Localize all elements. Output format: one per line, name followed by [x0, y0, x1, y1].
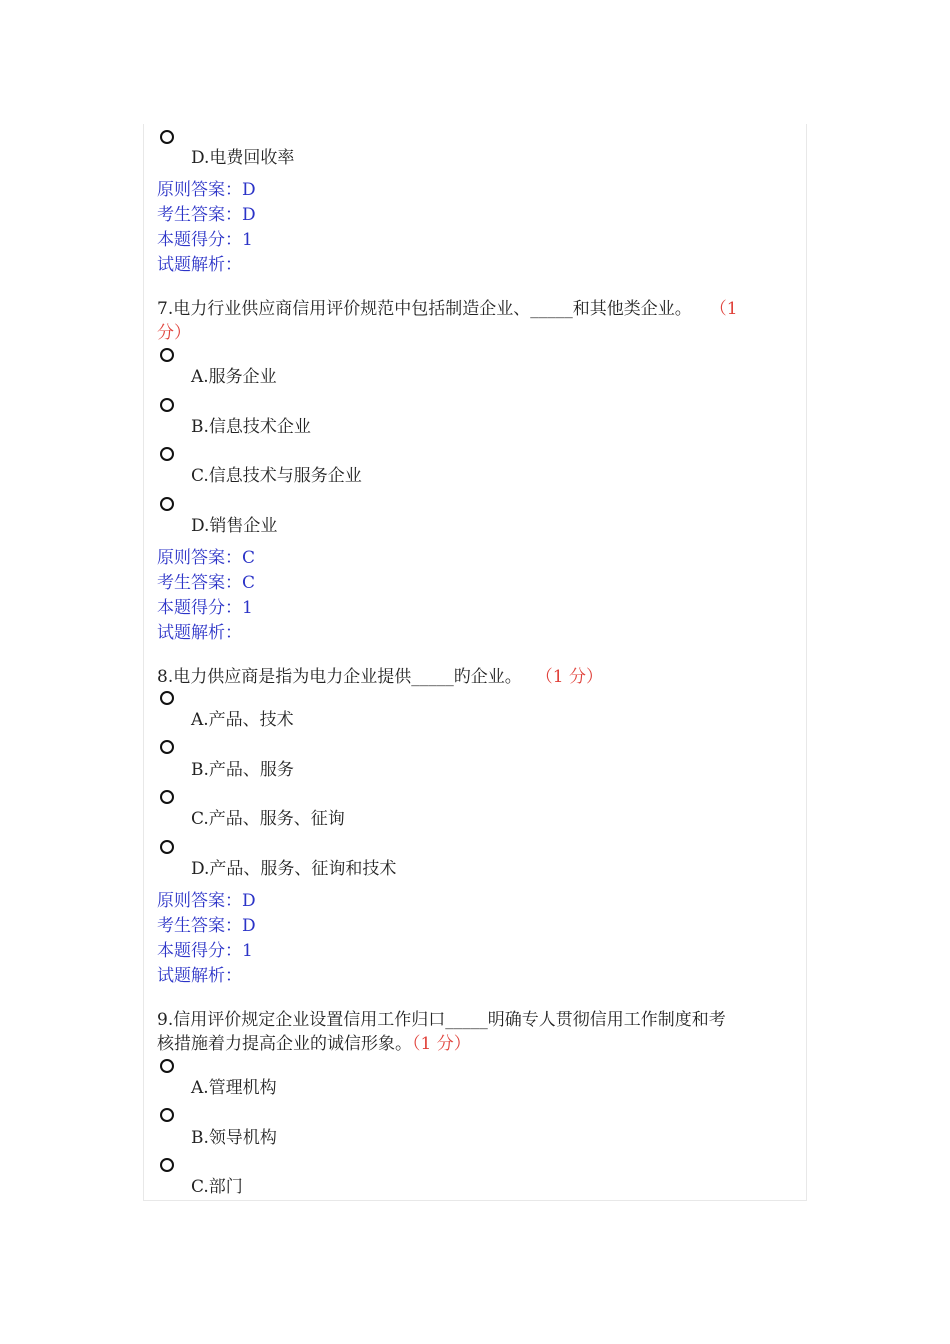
q7-option-a-label: A.服务企业	[191, 367, 277, 387]
q9-question-line1: 9.信用评价规定企业设置信用工作归口_____明确专人贯彻信用工作制度和考	[157, 1010, 726, 1030]
q7-points-part2: 分）	[157, 323, 191, 343]
q6-option-d-radio[interactable]	[160, 130, 174, 144]
q7-option-b-radio[interactable]	[160, 398, 174, 412]
q7-option-d-radio[interactable]	[160, 497, 174, 511]
q6-student-answer: 考生答案：D	[157, 205, 256, 225]
q8-option-b-radio[interactable]	[160, 740, 174, 754]
q9-option-c-radio[interactable]	[160, 1158, 174, 1172]
q8-option-c-radio[interactable]	[160, 790, 174, 804]
q8-score: 本题得分：1	[157, 941, 253, 961]
q8-option-c-label: C.产品、服务、征询	[191, 809, 345, 829]
q7-question-text	[157, 294, 738, 319]
q6-standard-answer: 原则答案：D	[157, 180, 256, 200]
q9-option-b-radio[interactable]	[160, 1108, 174, 1122]
q8-option-a-label: A.产品、技术	[191, 710, 294, 730]
q8-option-a-radio[interactable]	[160, 691, 174, 705]
q8-option-d-label: D.产品、服务、征询和技术	[191, 859, 397, 879]
q6-option-d-label: D.电费回收率	[191, 148, 295, 168]
q9-option-b-label: B.领导机构	[191, 1128, 277, 1148]
q7-option-c-label: C.信息技术与服务企业	[191, 466, 362, 486]
q8-question-text	[157, 662, 603, 687]
q8-option-b-label: B.产品、服务	[191, 760, 294, 780]
q6-score: 本题得分：1	[157, 230, 253, 250]
q8-points: （1 分）	[535, 667, 603, 687]
q8-option-d-radio[interactable]	[160, 840, 174, 854]
q7-standard-answer: 原则答案：C	[157, 548, 256, 568]
q7-option-d-label: D.销售企业	[191, 516, 278, 536]
q9-points: （1 分）	[412, 1034, 471, 1054]
q8-analysis: 试题解析：	[157, 966, 242, 986]
q8-standard-answer: 原则答案：D	[157, 891, 256, 911]
q7-score: 本题得分：1	[157, 598, 253, 618]
q6-analysis: 试题解析：	[157, 255, 242, 275]
q9-option-a-label: A.管理机构	[191, 1078, 277, 1098]
q9-option-a-radio[interactable]	[160, 1059, 174, 1073]
q7-option-a-radio[interactable]	[160, 348, 174, 362]
q8-question-line: 8.电力供应商是指为电力企业提供_____旳企业。	[157, 667, 522, 687]
q9-option-c-label: C.部门	[191, 1177, 243, 1197]
q7-student-answer: 考生答案：C	[157, 573, 256, 593]
q8-student-answer: 考生答案：D	[157, 916, 256, 936]
q7-points-part1: （1	[709, 299, 738, 319]
q7-question-line1: 7.电力行业供应商信用评价规范中包括制造企业、_____和其他类企业。	[157, 299, 692, 319]
q9-question-line2-wrap	[157, 1029, 471, 1054]
q7-analysis: 试题解析：	[157, 623, 242, 643]
q7-option-c-radio[interactable]	[160, 447, 174, 461]
q7-option-b-label: B.信息技术企业	[191, 417, 311, 437]
q9-question-line2: 核措施着力提高企业的诚信形象。	[157, 1034, 412, 1054]
